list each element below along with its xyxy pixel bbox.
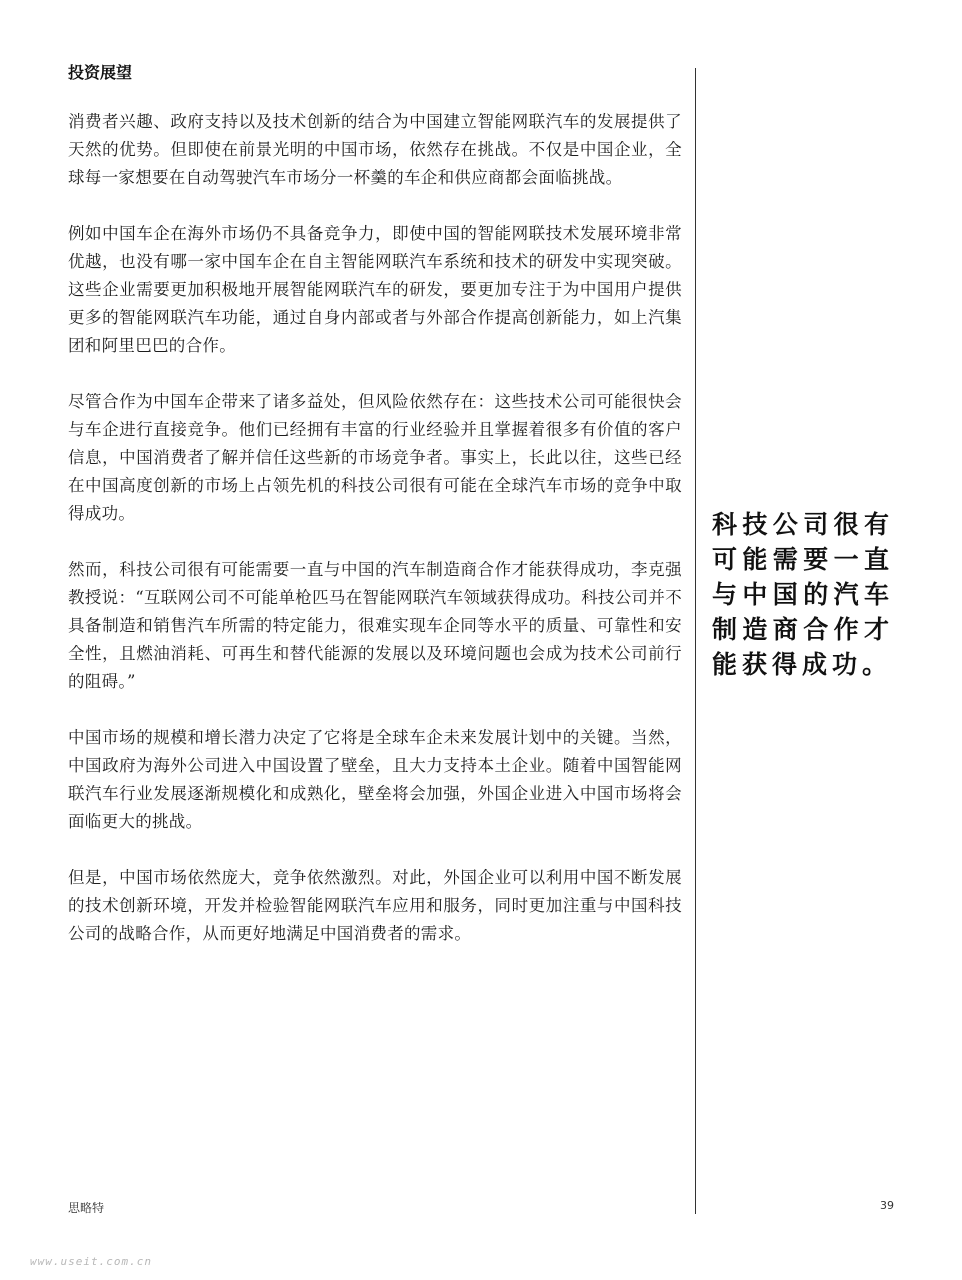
section-heading: 投资展望 [68,63,133,82]
footer-page-number: 39 [880,1199,894,1212]
body-paragraph: 尽管合作为中国车企带来了诸多益处，但风险依然存在：这些技术公司可能很快会与车企进行直接竞争。他们已经拥有丰富的行业经验并且掌握着很多有价值的客户信息，中国消费者了解并信任这些新的市场竞争者。事实上，长此以往，这些已经在中国高度创新的市场上占领先机的科技公司很有可能在全球汽车市场的竞争中取得成功。 [68,392,682,523]
body-paragraph: 然而，科技公司很有可能需要一直与中国的汽车制造商合作才能获得成功，李克强教授说：“互联网公司不可能单枪匹马在智能网联汽车领域获得成功。科技公司并不具备制造和销售汽车所需的特定能力，很难实现车企同等水平的质量、可靠性和安全性，且燃油消耗、可再生和替代能源的发展以及环境问题也会成为技术公司前行的阻碍。” [68,560,682,691]
pull-quote: 科技公司很有可能需要一直与中国的汽车制造商合作才能获得成功。 [712,510,894,679]
body-paragraph: 例如中国车企在海外市场仍不具备竞争力，即使中国的智能网联技术发展环境非常优越，也没有哪一家中国车企在自主智能网联汽车系统和技术的研发中实现突破。这些企业需要更加积极地开展智能网联汽车的研发，要更加专注于为中国用户提供更多的智能网联汽车功能，通过自身内部或者与外部合作提高创新能力，如上汽集团和阿里巴巴的合作。 [68,224,682,355]
watermark: www.useit.com.cn [30,1255,152,1268]
body-paragraph: 中国市场的规模和增长潜力决定了它将是全球车企未来发展计划中的关键。当然，中国政府为海外公司进入中国设置了壁垒，且大力支持本土企业。随着中国智能网联汽车行业发展逐渐规模化和成熟化，壁垒将会加强，外国企业进入中国市场将会面临更大的挑战。 [68,728,682,831]
body-paragraph: 消费者兴趣、政府支持以及技术创新的结合为中国建立智能网联汽车的发展提供了天然的优势。但即使在前景光明的中国市场，依然存在挑战。不仅是中国企业，全球每一家想要在自动驾驶汽车市场分一杯羹的车企和供应商都会面临挑战。 [68,112,682,187]
column-divider [695,68,696,1214]
main-column [68,60,682,976]
footer-publisher: 思略特 [68,1201,105,1215]
body-paragraph: 但是，中国市场依然庞大，竞争依然激烈。对此，外国企业可以利用中国不断发展的技术创新环境，开发并检验智能网联汽车应用和服务，同时更加注重与中国科技公司的战略合作，从而更好地满足中国消费者的需求。 [68,868,682,943]
